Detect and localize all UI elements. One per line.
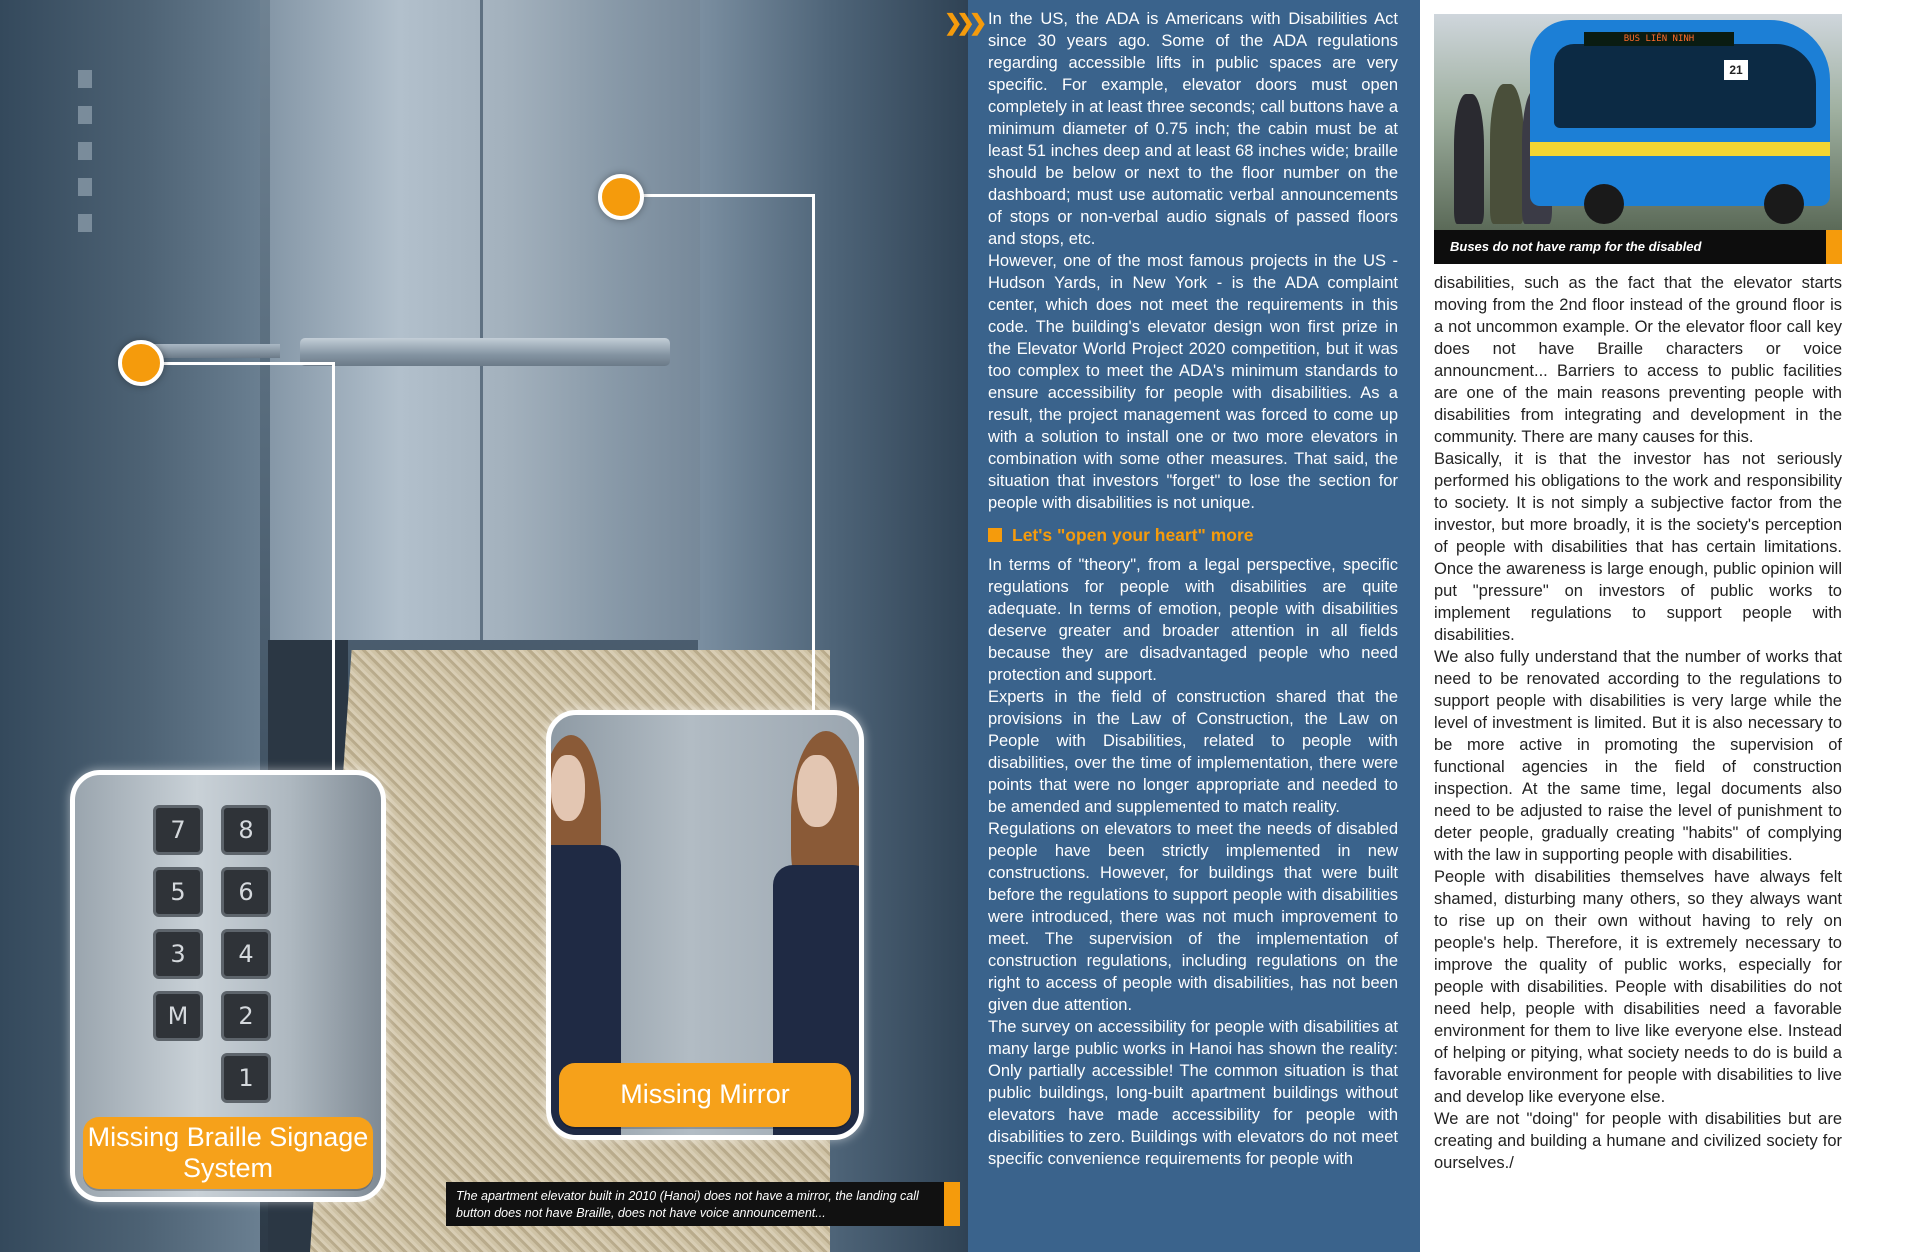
elevator-floor-button: M: [153, 991, 203, 1041]
elevator-floor-button: 4: [221, 929, 271, 979]
inset-braille-label: Missing Braille Signage System: [83, 1117, 373, 1189]
hotspot-braille-marker: [118, 340, 164, 386]
photo-caption-accent: [944, 1182, 960, 1226]
paragraph: Basically, it is that the investor has not seriously performed his obligations to the work and responsibility to society. It is not simply a subjective factor from the investor, but more broadly, it is the society's perception of people with disabilities that has certain limitations. Once the awareness is large enough, public opinion will put "pressure" on investors of public works to implement regulations to support people with disabilities.: [1434, 450, 1842, 644]
article-column-middle: [944, 0, 1420, 1252]
elevator-wall-seam: [480, 0, 483, 640]
elevator-button-panel: [153, 805, 275, 1103]
leader-line-mirror: [640, 194, 815, 713]
paragraph: disabilities, such as the fact that the elevator starts moving from the 2nd floor instead of the ground floor is a not uncommon example. Or the elevator floor call key does not have Braille characters or voice announcment... Barriers to access to public facilities are one of the main reasons preventing people with disabilities from integrating and development in the community. There are many causes for this.: [1434, 274, 1842, 446]
bus-wheel: [1764, 184, 1804, 224]
hotspot-mirror-marker: [598, 174, 644, 220]
bus-photo-caption: Buses do not have ramp for the disabled: [1434, 230, 1826, 264]
inset-missing-mirror: [546, 710, 864, 1140]
photo-caption: The apartment elevator built in 2010 (Hanoi) does not have a mirror, the landing call button does not have Braille, does not have voice announcement...: [446, 1182, 944, 1226]
article-text-middle: [988, 8, 1398, 1170]
leader-line-braille: [140, 362, 335, 773]
passenger-figure: [1490, 84, 1524, 224]
bus-photo: [1434, 14, 1842, 230]
article-column-right: [1420, 0, 1920, 1252]
elevator-floor-button: 2: [221, 991, 271, 1041]
elevator-floor-button: 6: [221, 867, 271, 917]
article-text-right: [1434, 272, 1842, 1174]
paragraph: Experts in the field of construction shared that the provisions in the Law of Construction, the Law on People with Disabilities, related to people with disabilities, over the time of implementation, there were points that were no longer appropriate and needed to be amended and supplemented to match reality.: [988, 688, 1398, 816]
elevator-side-handrail: [150, 344, 280, 358]
section-heading-text: Let's "open your heart" more: [1012, 525, 1254, 545]
bus-caption-accent: [1826, 230, 1842, 264]
paragraph: We are not "doing" for people with disabilities but are creating and building a humane and civilized society for ourselves./: [1434, 1110, 1842, 1172]
girl-right-face: [797, 755, 837, 827]
bus-route-number: 21: [1724, 60, 1748, 80]
square-bullet-icon: [988, 528, 1002, 542]
bus-wheel: [1584, 184, 1624, 224]
elevator-floor-button: 3: [153, 929, 203, 979]
inset-elevator-buttons: [70, 770, 386, 1202]
bus-windshield: [1554, 44, 1816, 128]
paragraph: In the US, the ADA is Americans with Disabilities Act since 30 years ago. Some of the ADA regulations regarding accessible lifts in public spaces are very specific. For example, elevator doors must open completely in at least three seconds; call buttons have a minimum diameter of 0.75 inch; the cabin must be at least 51 inches deep and at least 68 inches wide; braille should be below or next to the floor number on the dashboard; must use automatic verbal announcements of stops or non-verbal audio signals of passed floors and stops, etc.: [988, 10, 1398, 248]
paragraph: The survey on accessibility for people with disabilities at many large public works in Hanoi has shown the reality: Only partially accessible! The common situation is that public buildings, long-built apartment buildings without elevators have made accessibility for people with disabilities to zero. Buildings with elevators do not meet specific convenience requirements for people with: [988, 1018, 1398, 1168]
elevator-handrail: [300, 338, 670, 366]
elevator-floor-button: 5: [153, 867, 203, 917]
inset-mirror-label: Missing Mirror: [559, 1063, 851, 1127]
bus-destination-sign: BUS LIÊN NINH: [1584, 32, 1734, 46]
section-heading: [988, 524, 1398, 546]
chevron-arrows-icon: ❯❯❯: [944, 10, 982, 35]
paragraph: We also fully understand that the number of works that need to be renovated according to the regulations to support people with disabilities is very large while the level of investment is limited. But it is also necessary to be more active in promoting the supervision of functional agencies in the field of construction inspection. At the same time, legal documents also need to be adjusted to raise the level of punishment to deter people, gradually creating "habits" of complying with the law in supporting people with disabilities.: [1434, 648, 1842, 864]
girl-left-face: [551, 755, 585, 821]
paragraph: However, one of the most famous projects in the US - Hudson Yards, in New York - is the ADA complaint center, which does not meet the requirements in this code. The building's elevator design won first prize in the Elevator World Project 2020 competition, but it was too complex to meet the ADA's minimum standards to ensure accessibility for people with disabilities. As a result, the project management was forced to come up with a solution to install one or two more elevators in combination with some other measures. That said, the situation that investors "forget" to lose the section for people with disabilities is not unique.: [988, 252, 1398, 512]
elevator-floor-button: 1: [221, 1053, 271, 1103]
paragraph: Regulations on elevators to meet the needs of disabled people have been strictly implemented in new constructions. However, for buildings that were built before the regulations to support people with disabilities were introduced, there was not much improvement to meet. The supervision of the implementation of construction regulations, including regulations on the right to access of people with disabilities, has not been given due attention.: [988, 820, 1398, 1014]
passenger-figure: [1454, 94, 1484, 224]
paragraph: In terms of "theory", from a legal perspective, specific regulations for people with disabilities are quite adequate. In terms of emotion, people with disabilities deserve greater and broader attention in all fields because they are disadvantaged people who need protection and support.: [988, 556, 1398, 684]
elevator-floor-button: 7: [153, 805, 203, 855]
elevator-floor-button: 8: [221, 805, 271, 855]
elevator-side-panel-marks: [78, 70, 92, 250]
bus-stripe: [1530, 142, 1830, 156]
paragraph: People with disabilities themselves have always felt shamed, disturbing many others, so they always want to rise up on their own without having to rely on people's help. Therefore, it is extremely necessary to improve the quality of public works, especially for people with disabilities. People with disabilities do not need help, people with disabilities need a favorable environment for them to live like everyone else. Instead of helping or pitying, what society needs to do is build a favorable environment for people with disabilities to live and develop like everyone else.: [1434, 868, 1842, 1106]
